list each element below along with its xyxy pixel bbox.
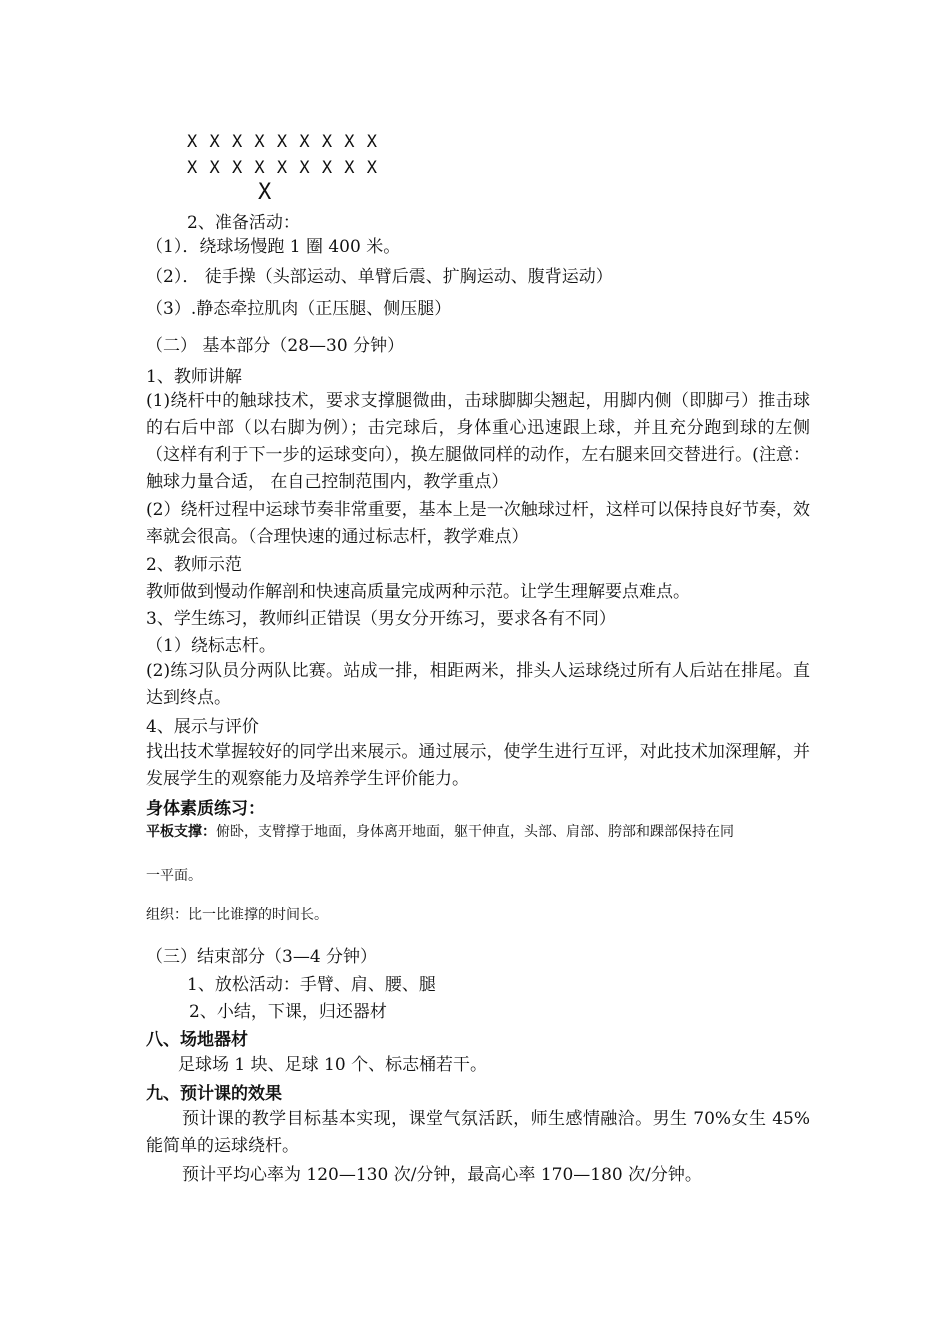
fitness-plank-text: 俯卧，支臂撑于地面，身体离开地面，躯干伸直，头部、肩部、胯部和踝部保持在同 — [216, 824, 734, 840]
ending-item-2: 2、小结，下课，归还器材 — [189, 1002, 387, 1022]
equipment-text: 足球场 1 块、足球 10 个、标志桶若干。 — [178, 1055, 488, 1075]
basic-s2-title: 2、教师示范 — [146, 555, 242, 575]
warmup-item-3: （3）.静态牵拉肌肉（正压腿、侧压腿） — [146, 299, 452, 319]
basic-section-title: （二） 基本部分（28—30 分钟） — [146, 336, 405, 356]
basic-s2-paragraph: 教师做到慢动作解剖和快速高质量完成两种示范。让学生理解要点难点。 — [146, 582, 690, 602]
basic-s3-title: 3、学生练习，教师纠正错误（男女分开练习，要求各有不同） — [146, 609, 616, 629]
formation-teacher: X — [258, 180, 272, 205]
ending-title — [146, 946, 377, 968]
warmup-item-1: （1）．绕球场慢跑 1 圈 400 米。 — [146, 237, 401, 257]
fitness-plank-line-2: 一平面。 — [146, 868, 202, 884]
effect-paragraph-1: 预计课的教学目标基本实现，课堂气氛活跃，师生感情融洽。男生 70%女生 45%能简单的运球绕杆。 — [146, 1109, 810, 1156]
basic-s1-title: 1、教师讲解 — [146, 367, 242, 387]
equipment-title: 八、场地器材 — [146, 1030, 248, 1050]
formation-row-1: X X X X X X X X X — [187, 132, 378, 152]
basic-s1-paragraph-1: (1)绕杆中的触球技术，要求支撑腿微曲，击球脚脚尖翘起，用脚内侧（即脚弓）推击球的右后中部（以右脚为例）；击完球后，身体重心迅速跟上球，并且充分跑到球的左侧（这样有利于下一步的运球变向），换左腿做同样的动作，左右腿来回交替进行。(注意：触球力量合适， 在自己控制范围内，教学重点） — [146, 391, 810, 492]
fitness-plank-label: 平板支撑： — [146, 824, 216, 840]
ending-title-text: （三）结束部分（3—4 分钟） — [146, 947, 378, 967]
ending-item-1: 1、放松活动：手臂、肩、腰、腿 — [187, 975, 436, 995]
fitness-organize: 组织：比一比谁撑的时间长。 — [146, 907, 328, 923]
basic-s4-paragraph: 找出技术掌握较好的同学出来展示。通过展示，使学生进行互评，对此技术加深理解，并发展学生的观察能力及培养学生评价能力。 — [146, 742, 810, 789]
effect-paragraph-2: 预计平均心率为 120—130 次/分钟，最高心率 170—180 次/分钟。 — [182, 1165, 702, 1185]
fitness-title: 身体素质练习： — [146, 799, 265, 819]
warmup-title: 2、准备活动： — [187, 213, 300, 233]
effect-title: 九、预计课的效果 — [146, 1084, 282, 1104]
warmup-item-2: （2）． 徒手操（头部运动、单臂后震、扩胸运动、腹背运动） — [146, 267, 613, 287]
fitness-plank-line-1 — [146, 821, 734, 843]
basic-s3-item-2: (2)练习队员分两队比赛。站成一排，相距两米，排头人运球绕过所有人后站在排尾。直达到终点。 — [146, 661, 810, 708]
basic-s1-paragraph-2: (2）绕杆过程中运球节奏非常重要，基本上是一次触球过杆，这样可以保持良好节奏，效率就会很高。（合理快速的通过标志杆，教学难点） — [146, 500, 810, 547]
formation-row-2: X X X X X X X X X — [187, 158, 378, 178]
basic-s4-title: 4、展示与评价 — [146, 717, 259, 737]
basic-s3-item-1: （1）绕标志杆。 — [146, 636, 276, 656]
